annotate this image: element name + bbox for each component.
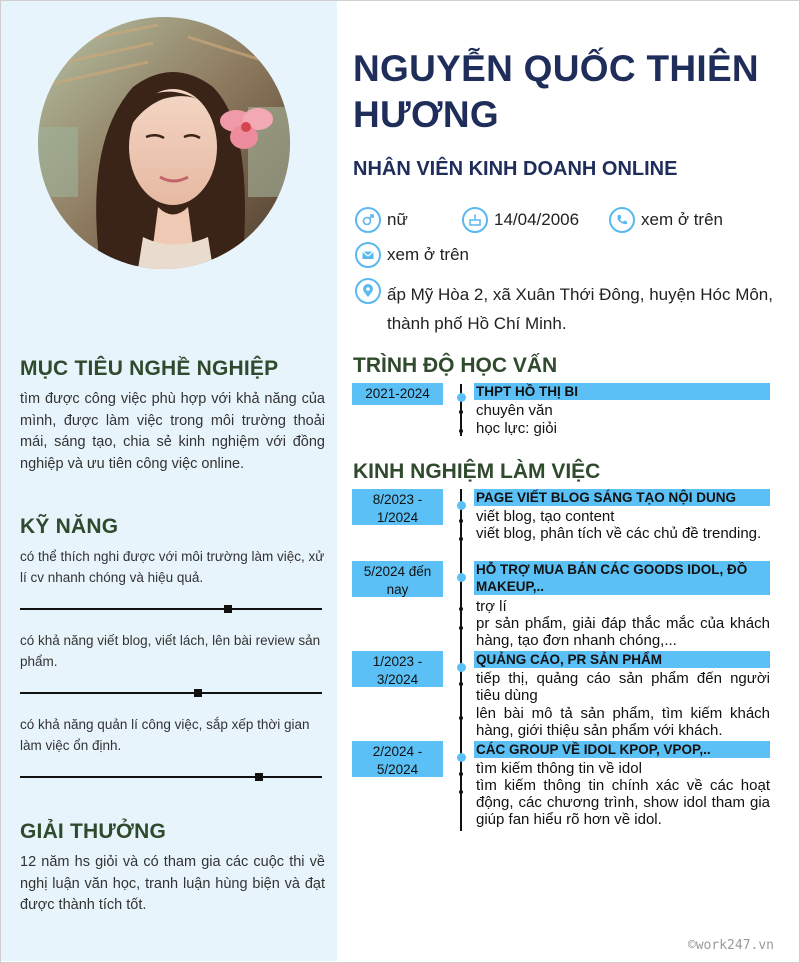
skill-level-marker-2	[194, 689, 202, 697]
skills-title: KỸ NĂNG	[20, 515, 119, 538]
timeline-dot	[457, 393, 466, 402]
experience-date-2: 5/2024 đến nay	[352, 561, 443, 597]
experience-4-line-2: tìm kiếm thông tin chính xác về các hoạt động, các chương trình, show idol tham gia giúp fan hiểu rõ hơn về idol.	[476, 777, 770, 828]
bullet-dot	[459, 682, 463, 686]
gender-value: nữ	[387, 210, 408, 229]
experience-date-1: 8/2023 - 1/2024	[352, 489, 443, 525]
skill-level-marker-1	[224, 605, 232, 613]
skill-text-1: có thể thích nghi được với môi trường làm việc, xử lí cv nhanh chóng và hiệu quả.	[20, 549, 325, 585]
bullet-dot	[459, 626, 463, 630]
bullet-dot	[459, 410, 463, 414]
education-line-1: chuyên văn	[476, 402, 553, 419]
cake-icon	[462, 207, 488, 233]
skill-text-3: có khả năng quản lí công việc, sắp xếp thời gian làm việc ổn định.	[20, 717, 310, 753]
experience-3-line-1: tiếp thị, quảng cáo sản phẩm đến người tiêu dùng	[476, 670, 770, 704]
bullet-dot	[459, 772, 463, 776]
bullet-dot	[459, 519, 463, 523]
email-info	[355, 242, 469, 268]
awards-text: 12 năm hs giỏi và có tham gia các cuộc thi về nghị luận văn học, tranh luận hùng biện và đạt được thành tích tốt.	[20, 854, 325, 913]
experience-date-4: 2/2024 - 5/2024	[352, 741, 443, 777]
phone-value: xem ở trên	[641, 210, 724, 229]
birthday-value: 14/04/2006	[494, 210, 580, 229]
phone-icon	[609, 207, 635, 233]
education-school: THPT HỒ THỊ BI	[474, 383, 770, 400]
experience-date-3: 1/2023 - 3/2024	[352, 651, 443, 687]
experience-role-1: PAGE VIẾT BLOG SÁNG TẠO NỘI DUNG	[474, 489, 770, 506]
email-value: xem ở trên	[387, 245, 470, 264]
timeline-dot	[457, 501, 466, 510]
education-date: 2021-2024	[352, 383, 443, 405]
skill-bar-3	[20, 776, 322, 778]
location-icon	[355, 278, 381, 304]
experience-1-line-2: viết blog, phân tích về các chủ đề trending.	[476, 525, 762, 542]
experience-2-line-1: trợ lí	[476, 598, 507, 615]
experience-3-line-2: lên bài mô tả sản phẩm, tìm kiếm khách hàng, giới thiệu sản phẩm với khách.	[476, 705, 770, 739]
skill-level-marker-3	[255, 773, 263, 781]
bullet-dot	[459, 716, 463, 720]
objective-title: MỤC TIÊU NGHỀ NGHIỆP	[20, 357, 279, 380]
address-info	[355, 278, 387, 304]
address-value: ấp Mỹ Hòa 2, xã Xuân Thới Đông, huyện Hóc Môn, thành phố Hồ Chí Minh.	[387, 285, 773, 333]
avatar	[38, 17, 290, 269]
bullet-dot	[459, 429, 463, 433]
experience-2-line-2: pr sản phẩm, giải đáp thắc mắc của khách hàng, tạo đơn nhanh chóng,...	[476, 615, 770, 649]
bullet-dot	[459, 790, 463, 794]
objective-text: tìm được công việc phù hợp với khả năng của mình, được làm việc trong môi trường thoải mái, sáng tạo, chia sẻ kinh nghiệm với đồng nghiệp và ưu tiên công việc online.	[20, 391, 325, 472]
birthday-info	[462, 207, 579, 233]
timeline-dot	[457, 753, 466, 762]
experience-1-line-1: viết blog, tạo content	[476, 508, 615, 525]
gender-info	[355, 207, 408, 233]
job-title: NHÂN VIÊN KINH DOANH ONLINE	[353, 158, 678, 180]
bullet-dot	[459, 537, 463, 541]
experience-role-4: CÁC GROUP VỀ IDOL KPOP, VPOP,..	[474, 741, 770, 758]
skill-bar-1	[20, 608, 322, 610]
education-title: TRÌNH ĐỘ HỌC VẤN	[353, 354, 558, 377]
timeline-dot	[457, 573, 466, 582]
experience-title: KINH NGHIỆM LÀM VIỆC	[353, 460, 601, 483]
watermark: ©work247.vn	[687, 938, 774, 953]
bullet-dot	[459, 607, 463, 611]
phone-info	[609, 207, 723, 233]
experience-role-2: HỖ TRỢ MUA BÁN CÁC GOODS IDOL, ĐỒ MAKEUP,..	[474, 561, 770, 595]
experience-4-line-1: tìm kiếm thông tin về idol	[476, 760, 642, 777]
avatar-photo	[38, 17, 290, 269]
skill-bar-2	[20, 692, 322, 694]
education-line-2: học lực: giỏi	[476, 420, 557, 437]
skill-text-2: có khả năng viết blog, viết lách, lên bài review sản phẩm.	[20, 633, 321, 669]
gender-icon	[355, 207, 381, 233]
email-icon	[355, 242, 381, 268]
experience-role-3: QUẢNG CÁO, PR SẢN PHẨM	[474, 651, 770, 668]
timeline-dot	[457, 663, 466, 672]
awards-title: GIẢI THƯỞNG	[20, 820, 167, 843]
candidate-name: NGUYỄN QUỐC THIÊN HƯƠNG	[353, 48, 759, 135]
